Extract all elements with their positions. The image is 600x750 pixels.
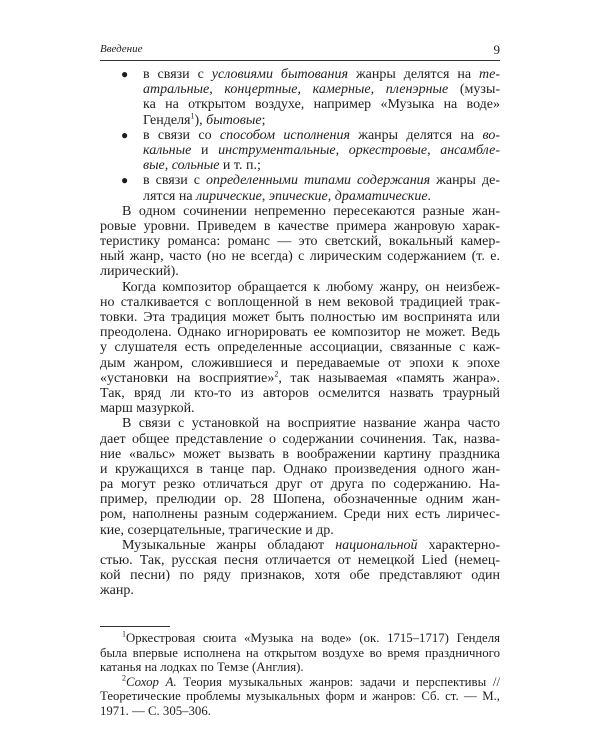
bullet-icon: ● [121,173,129,188]
emphasis-text: ансамбле- [440,142,500,158]
text: характерно- [417,537,500,553]
text: В связи с установкой на восприятие название жанра часто [122,416,500,432]
emphasis-text: инструментальные [218,142,336,158]
text-line [100,234,500,249]
text: ровые уровни. Приведем в качестве примера жанровую харак- [100,218,500,234]
text-line [100,371,500,386]
emphasis-text: бытовые [206,112,262,128]
text: товки. Эта традиция может быть полностью им воспринята или [100,310,500,325]
text: но сталкивается с воплощенной в нем вековой традицией трак- [100,294,500,310]
text: Теоретические проблемы музыкальных форм и жанров: Сб. ст. — М., [100,689,500,703]
text-line [100,462,500,477]
footnote-line [100,631,500,646]
emphasis-text: Сохор А. [126,674,177,689]
text: , [164,158,172,174]
footnote-ref: 1 [190,110,195,120]
text: и т. п.; [219,158,261,174]
bullet-icon: ● [121,67,129,81]
text: дым жанром, сложившиеся и передаваемые от эпохи к эпохе [100,355,500,371]
emphasis-text: условиями бытования [211,67,349,82]
text-line [143,158,500,173]
text: , [427,142,441,158]
text-line [100,568,500,583]
text: ка на открытом воздухе, например «Музыка на воде» [143,97,500,113]
text: (музы- [448,82,501,98]
text: в связи с [143,67,212,82]
text-line [100,340,500,355]
text-line [100,538,500,553]
text: . [427,188,432,204]
text-line [100,416,500,431]
footnote-line [100,675,500,690]
text: , [297,82,313,98]
text-line [143,143,500,158]
text: Оркестровая сюита «Музыка на воде» (ок. 1715–1717) Генделя [126,631,500,645]
text: пример, прелюдии ор. 28 Шопена, обозначенные одним жан- [100,492,500,508]
text-line [100,492,500,507]
text-line [100,583,500,598]
emphasis-text: национальной [335,537,418,553]
text: и [191,142,219,158]
text: ный жанр, часто (но не всегда) с лирическим содержанием (т. е. [100,249,500,265]
text: была впервые исполнена на открытом воздухе во время праздничного [100,645,500,660]
text-line [100,553,500,568]
emphasis-text: вые [143,158,165,174]
text: в связи с [143,173,206,189]
text-line [100,477,500,492]
text: кой песни) по ряду признаков, хотя обе представляют один [100,568,500,584]
emphasis-text: оркестровые [348,142,428,158]
text: лятся на [143,188,197,204]
text: преодолена. Однако игнорировать ее композитор не может. Ведь [100,325,500,341]
emphasis-text: определенными типами содержания [206,173,431,189]
page-number: 9 [493,42,500,57]
text: теристику романса: романс — это светский, вокальный камер- [100,234,500,250]
footnote-ref: 2 [122,673,126,683]
text-line [143,97,500,112]
text: стью. Так, русская песня отличается от немецкой Lied (немец- [100,553,500,568]
text-line [100,264,500,279]
main-text [100,67,500,599]
text: ), [194,112,207,128]
text-line [121,173,500,189]
text: «установки на восприятие» [100,370,275,386]
text: , [209,82,225,98]
footnotes [100,631,500,718]
text: жанры делятся на [349,127,483,143]
running-header [100,42,500,61]
text: В одном сочинении непременно пересекаются разные жан- [122,203,500,219]
emphasis-text: эпические [268,188,328,204]
text: дает общее представление о содержании сочинения. Так, назва- [100,431,500,447]
text-line [121,67,500,82]
text: , так называемая «память жанра». [278,370,500,386]
text-line [100,523,500,538]
text-line [100,249,500,264]
text: Генделя [143,112,191,128]
emphasis-text: сольные [171,158,220,174]
text-line [100,447,500,462]
text: , [370,82,386,98]
footnote-line [100,689,500,704]
text: Теория музыкальных жанров: задачи и перспективы // [176,674,501,689]
text-line [100,401,500,416]
text: ром, наполнены разным содержанием. Среди них есть лиричес- [100,507,500,523]
emphasis-text: камерные [312,82,371,98]
text-line [100,295,500,310]
text: в связи со [143,127,220,143]
emphasis-text: кальные [143,142,192,158]
text-line [143,189,500,204]
emphasis-text: лирические [196,188,262,204]
text: лирический). [100,264,179,280]
emphasis-text: те- [479,67,500,82]
text: , [261,188,269,204]
emphasis-text: драматические [334,188,428,204]
text-line [100,325,500,340]
text: Когда композитор обращается к любому жанру, он неизбеж- [122,279,500,295]
text: ра могут резко отличаться друг от друга по содержанию. На- [100,477,500,493]
text-line [100,386,500,401]
text-line [100,204,500,219]
chapter-title: Введение [100,43,143,55]
text-line [100,507,500,522]
emphasis-text: атральные [143,82,210,98]
text-line [100,280,500,295]
emphasis-text: способом исполнения [219,127,350,143]
footnote-ref: 2 [274,369,279,379]
text-line [100,310,500,325]
text: катанья на лодках по Темзе (Англия). [100,660,304,674]
text: кие, созерцательные, трагические и др. [100,522,334,538]
text: жанры делятся на [348,67,479,82]
text-line [100,219,500,234]
text: ; [261,112,266,128]
text: жанры де- [430,173,500,189]
bullet-icon: ● [121,127,129,142]
text-line [100,432,500,447]
text: Так, вряд ли кто-то из авторов осмелится назвать траурный [100,385,500,401]
footnote-line [100,704,500,719]
footnote-line [100,660,500,675]
text: ние «вальс» может вызвать в воображении картину праздника [100,446,500,462]
text: 1971. — С. 305–306. [100,703,211,718]
footnote-divider [100,626,170,627]
text: жанр. [100,583,134,599]
footnote-ref: 1 [122,629,126,639]
emphasis-text: концертные [224,82,298,98]
text-line [121,127,500,143]
emphasis-text: во- [482,127,500,143]
text: , [335,142,349,158]
footnote-line [100,646,500,661]
text: Музыкальные жанры обладают [122,537,336,553]
emphasis-text: пленэрные [385,82,449,98]
text-line [143,110,500,128]
text: у слушателя есть определенные ассоциации, связанные с каж- [100,340,500,356]
text: марш мазуркой. [100,401,195,417]
text-line [143,82,500,97]
text: , [327,188,335,204]
text-line [100,356,500,371]
text: и кружащихся в танце пар. Однако произведения одного жан- [100,461,500,477]
